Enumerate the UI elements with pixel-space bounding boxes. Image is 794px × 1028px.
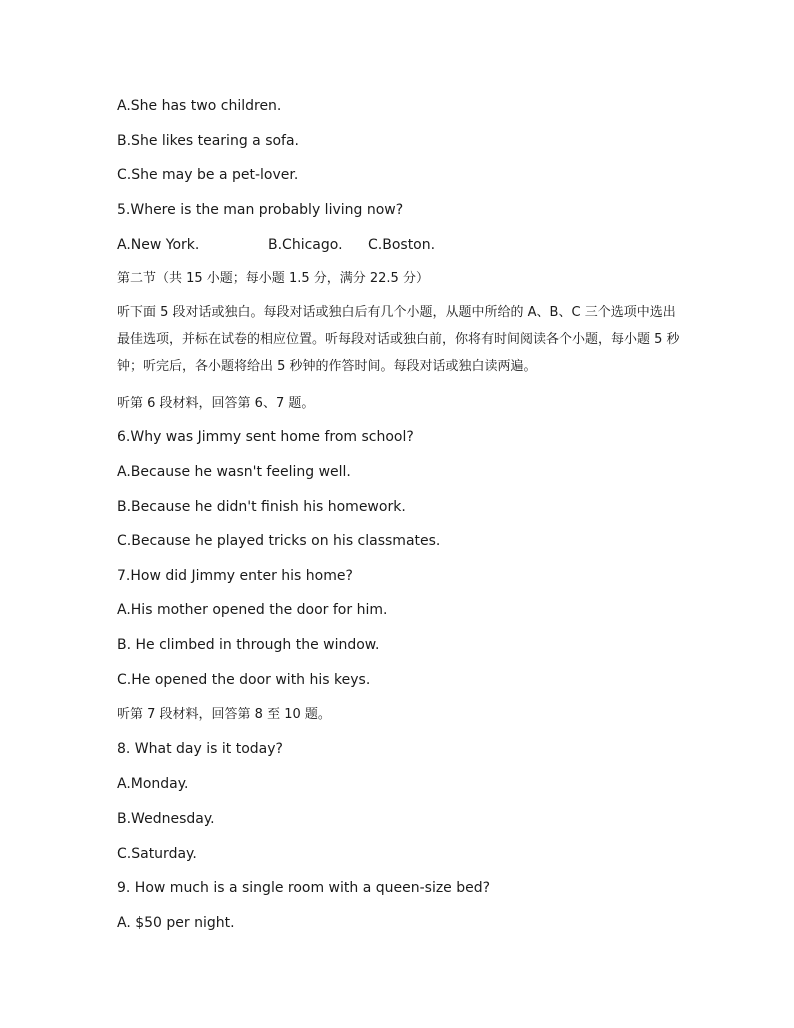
q5-question: 5.Where is the man probably living now? — [117, 202, 404, 218]
q7-option-a: A.His mother opened the door for him. — [117, 602, 388, 618]
q7-option-c: C.He opened the door with his keys. — [117, 672, 371, 688]
q6-question: 6.Why was Jimmy sent home from school? — [117, 429, 414, 445]
material6-heading: 听第 6 段材料，回答第 6、7 题。 — [117, 396, 315, 411]
q4-option-b: B.She likes tearing a sofa. — [117, 133, 300, 149]
q6-option-a: A.Because he wasn't feeling well. — [117, 464, 351, 480]
q9-question: 9. How much is a single room with a queen-size bed? — [117, 880, 491, 896]
q8-option-b: B.Wednesday. — [117, 811, 215, 827]
q8-option-a: A.Monday. — [117, 776, 189, 792]
q7-question: 7.How did Jimmy enter his home? — [117, 568, 353, 584]
q5-option-b: B.Chicago. — [268, 237, 343, 253]
q5-option-c: C.Boston. — [368, 237, 436, 253]
q8-question: 8. What day is it today? — [117, 741, 283, 757]
q9-option-a: A. $50 per night. — [117, 915, 235, 931]
q6-option-c: C.Because he played tricks on his classmates. — [117, 533, 441, 549]
section2-heading: 第二节（共 15 小题；每小题 1.5 分，满分 22.5 分） — [117, 271, 429, 286]
q7-option-b: B. He climbed in through the window. — [117, 637, 380, 653]
q4-option-c: C.She may be a pet-lover. — [117, 167, 299, 183]
q8-option-c: C.Saturday. — [117, 846, 197, 862]
section2-instructions: 听下面 5 段对话或独白。每段对话或独白后有几个小题，从题中所给的 A、B、C 三个选项中选出最佳选项，并标在试卷的相应位置。听每段对话或独白前，你将有时间阅读各个小题，每小题 5 秒钟；听完后，各小题将给出 5 秒钟的作答时间。每段对话或独白读两遍。 — [117, 305, 680, 374]
q4-option-a: A.She has two children. — [117, 98, 282, 114]
material7-heading: 听第 7 段材料，回答第 8 至 10 题。 — [117, 707, 331, 722]
q6-option-b: B.Because he didn't finish his homework. — [117, 499, 406, 515]
q5-option-a: A.New York. — [117, 237, 200, 253]
